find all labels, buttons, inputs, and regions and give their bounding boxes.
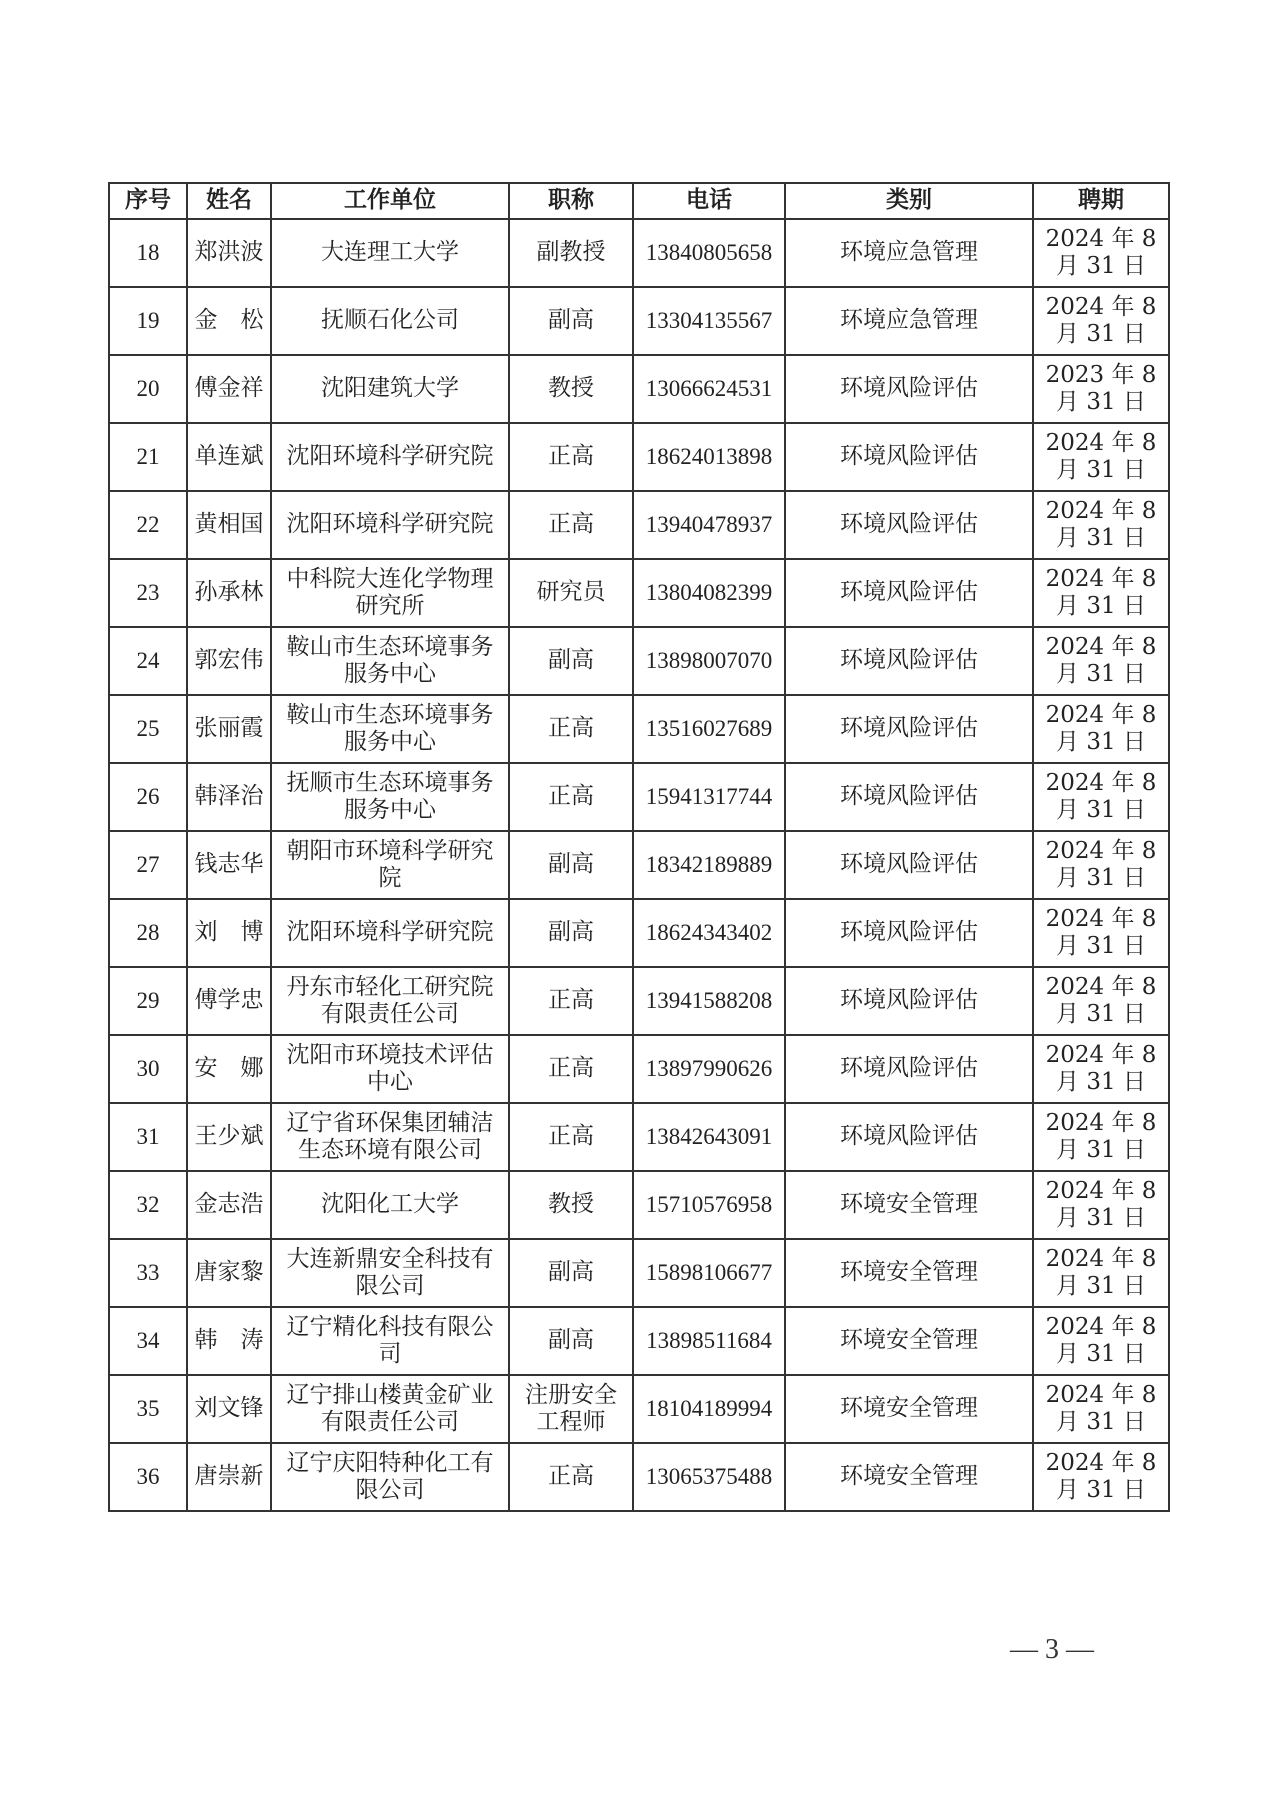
cell-index: 20	[109, 355, 187, 423]
cell-term: 2023 年 8 月 31 日	[1033, 355, 1169, 423]
table-row	[109, 695, 1169, 763]
cell-category: 环境风险评估	[785, 627, 1033, 695]
table-row	[109, 1239, 1169, 1307]
cell-name: 安 娜	[187, 1035, 271, 1103]
cell-category: 环境应急管理	[785, 219, 1033, 287]
cell-term: 2024 年 8 月 31 日	[1033, 1307, 1169, 1375]
cell-name: 唐崇新	[187, 1443, 271, 1511]
cell-category: 环境风险评估	[785, 1103, 1033, 1171]
cell-category: 环境风险评估	[785, 831, 1033, 899]
table-row	[109, 559, 1169, 627]
cell-index: 35	[109, 1375, 187, 1443]
cell-name: 单连斌	[187, 423, 271, 491]
cell-index: 32	[109, 1171, 187, 1239]
cell-title: 正高	[509, 763, 633, 831]
cell-term: 2024 年 8 月 31 日	[1033, 763, 1169, 831]
table-row	[109, 423, 1169, 491]
cell-unit: 沈阳环境科学研究院	[271, 899, 509, 967]
cell-title: 正高	[509, 1443, 633, 1511]
cell-title: 教授	[509, 355, 633, 423]
table-header-row	[109, 183, 1169, 219]
cell-title: 正高	[509, 695, 633, 763]
cell-name: 郑洪波	[187, 219, 271, 287]
cell-phone: 18104189994	[633, 1375, 785, 1443]
cell-category: 环境风险评估	[785, 423, 1033, 491]
header-index: 序号	[109, 183, 187, 219]
cell-name: 傅学忠	[187, 967, 271, 1035]
cell-unit: 沈阳环境科学研究院	[271, 491, 509, 559]
cell-category: 环境风险评估	[785, 695, 1033, 763]
cell-category: 环境风险评估	[785, 491, 1033, 559]
cell-name: 郭宏伟	[187, 627, 271, 695]
cell-unit: 沈阳环境科学研究院	[271, 423, 509, 491]
cell-name: 韩 涛	[187, 1307, 271, 1375]
cell-phone: 18624013898	[633, 423, 785, 491]
cell-phone: 13304135567	[633, 287, 785, 355]
cell-unit: 沈阳化工大学	[271, 1171, 509, 1239]
cell-term: 2024 年 8 月 31 日	[1033, 899, 1169, 967]
cell-title: 正高	[509, 967, 633, 1035]
header-unit: 工作单位	[271, 183, 509, 219]
cell-title: 正高	[509, 1035, 633, 1103]
cell-title: 研究员	[509, 559, 633, 627]
cell-phone: 13941588208	[633, 967, 785, 1035]
cell-title: 正高	[509, 1103, 633, 1171]
cell-title: 副高	[509, 831, 633, 899]
cell-phone: 13516027689	[633, 695, 785, 763]
cell-index: 23	[109, 559, 187, 627]
table-row	[109, 763, 1169, 831]
cell-unit: 辽宁省环保集团辅洁生态环境有限公司	[271, 1103, 509, 1171]
header-phone: 电话	[633, 183, 785, 219]
table-row	[109, 1103, 1169, 1171]
cell-category: 环境安全管理	[785, 1307, 1033, 1375]
table-row	[109, 355, 1169, 423]
cell-unit: 辽宁精化科技有限公司	[271, 1307, 509, 1375]
cell-unit: 朝阳市环境科学研究院	[271, 831, 509, 899]
table-row	[109, 219, 1169, 287]
cell-phone: 13065375488	[633, 1443, 785, 1511]
cell-phone: 18342189889	[633, 831, 785, 899]
table-row	[109, 1035, 1169, 1103]
table-row	[109, 831, 1169, 899]
cell-category: 环境风险评估	[785, 355, 1033, 423]
cell-phone: 13940478937	[633, 491, 785, 559]
table-row	[109, 287, 1169, 355]
cell-term: 2024 年 8 月 31 日	[1033, 1375, 1169, 1443]
cell-unit: 丹东市轻化工研究院有限责任公司	[271, 967, 509, 1035]
cell-unit: 中科院大连化学物理研究所	[271, 559, 509, 627]
cell-term: 2024 年 8 月 31 日	[1033, 423, 1169, 491]
table-body	[109, 219, 1169, 1511]
cell-category: 环境安全管理	[785, 1443, 1033, 1511]
cell-category: 环境风险评估	[785, 1035, 1033, 1103]
table-row	[109, 1375, 1169, 1443]
cell-term: 2024 年 8 月 31 日	[1033, 559, 1169, 627]
cell-term: 2024 年 8 月 31 日	[1033, 1443, 1169, 1511]
cell-name: 刘文锋	[187, 1375, 271, 1443]
table-row	[109, 967, 1169, 1035]
cell-title: 副高	[509, 627, 633, 695]
cell-name: 唐家黎	[187, 1239, 271, 1307]
table-row	[109, 491, 1169, 559]
cell-category: 环境风险评估	[785, 967, 1033, 1035]
cell-title: 注册安全工程师	[509, 1375, 633, 1443]
header-title: 职称	[509, 183, 633, 219]
cell-unit: 鞍山市生态环境事务服务中心	[271, 695, 509, 763]
cell-term: 2024 年 8 月 31 日	[1033, 287, 1169, 355]
cell-unit: 鞍山市生态环境事务服务中心	[271, 627, 509, 695]
cell-category: 环境安全管理	[785, 1171, 1033, 1239]
cell-title: 教授	[509, 1171, 633, 1239]
header-category: 类别	[785, 183, 1033, 219]
cell-phone: 13066624531	[633, 355, 785, 423]
cell-index: 19	[109, 287, 187, 355]
cell-name: 黄相国	[187, 491, 271, 559]
cell-phone: 13804082399	[633, 559, 785, 627]
cell-term: 2024 年 8 月 31 日	[1033, 1239, 1169, 1307]
cell-title: 副高	[509, 1307, 633, 1375]
cell-index: 22	[109, 491, 187, 559]
cell-category: 环境风险评估	[785, 899, 1033, 967]
header-term: 聘期	[1033, 183, 1169, 219]
cell-term: 2024 年 8 月 31 日	[1033, 1035, 1169, 1103]
cell-unit: 大连新鼎安全科技有限公司	[271, 1239, 509, 1307]
cell-index: 33	[109, 1239, 187, 1307]
cell-phone: 13842643091	[633, 1103, 785, 1171]
cell-term: 2024 年 8 月 31 日	[1033, 627, 1169, 695]
cell-name: 韩泽治	[187, 763, 271, 831]
cell-name: 钱志华	[187, 831, 271, 899]
cell-name: 金 松	[187, 287, 271, 355]
cell-index: 28	[109, 899, 187, 967]
table-row	[109, 627, 1169, 695]
cell-phone: 15710576958	[633, 1171, 785, 1239]
page-number: — 3 —	[1010, 1634, 1094, 1665]
cell-index: 18	[109, 219, 187, 287]
cell-term: 2024 年 8 月 31 日	[1033, 219, 1169, 287]
cell-index: 30	[109, 1035, 187, 1103]
cell-index: 29	[109, 967, 187, 1035]
cell-unit: 沈阳市环境技术评估中心	[271, 1035, 509, 1103]
cell-term: 2024 年 8 月 31 日	[1033, 1171, 1169, 1239]
cell-index: 34	[109, 1307, 187, 1375]
cell-term: 2024 年 8 月 31 日	[1033, 695, 1169, 763]
cell-phone: 13840805658	[633, 219, 785, 287]
cell-category: 环境安全管理	[785, 1375, 1033, 1443]
cell-unit: 抚顺石化公司	[271, 287, 509, 355]
cell-title: 正高	[509, 491, 633, 559]
cell-term: 2024 年 8 月 31 日	[1033, 831, 1169, 899]
cell-index: 21	[109, 423, 187, 491]
cell-index: 27	[109, 831, 187, 899]
cell-index: 24	[109, 627, 187, 695]
cell-title: 副高	[509, 287, 633, 355]
cell-term: 2024 年 8 月 31 日	[1033, 491, 1169, 559]
expert-roster-table	[108, 182, 1170, 1512]
cell-name: 孙承林	[187, 559, 271, 627]
cell-category: 环境安全管理	[785, 1239, 1033, 1307]
cell-index: 36	[109, 1443, 187, 1511]
cell-title: 副高	[509, 899, 633, 967]
cell-phone: 13898511684	[633, 1307, 785, 1375]
table-row	[109, 1171, 1169, 1239]
header-name: 姓名	[187, 183, 271, 219]
cell-phone: 13898007070	[633, 627, 785, 695]
cell-unit: 辽宁排山楼黄金矿业有限责任公司	[271, 1375, 509, 1443]
cell-unit: 抚顺市生态环境事务服务中心	[271, 763, 509, 831]
cell-phone: 18624343402	[633, 899, 785, 967]
cell-name: 傅金祥	[187, 355, 271, 423]
cell-phone: 15898106677	[633, 1239, 785, 1307]
cell-category: 环境风险评估	[785, 763, 1033, 831]
cell-title: 副高	[509, 1239, 633, 1307]
cell-unit: 辽宁庆阳特种化工有限公司	[271, 1443, 509, 1511]
cell-phone: 13897990626	[633, 1035, 785, 1103]
cell-phone: 15941317744	[633, 763, 785, 831]
cell-term: 2024 年 8 月 31 日	[1033, 1103, 1169, 1171]
cell-index: 25	[109, 695, 187, 763]
cell-name: 王少斌	[187, 1103, 271, 1171]
cell-category: 环境应急管理	[785, 287, 1033, 355]
cell-unit: 大连理工大学	[271, 219, 509, 287]
cell-name: 张丽霞	[187, 695, 271, 763]
table-row	[109, 1443, 1169, 1511]
cell-unit: 沈阳建筑大学	[271, 355, 509, 423]
cell-index: 26	[109, 763, 187, 831]
cell-name: 金志浩	[187, 1171, 271, 1239]
cell-name: 刘 博	[187, 899, 271, 967]
cell-term: 2024 年 8 月 31 日	[1033, 967, 1169, 1035]
cell-index: 31	[109, 1103, 187, 1171]
cell-title: 正高	[509, 423, 633, 491]
table-row	[109, 899, 1169, 967]
cell-title: 副教授	[509, 219, 633, 287]
table-row	[109, 1307, 1169, 1375]
cell-category: 环境风险评估	[785, 559, 1033, 627]
